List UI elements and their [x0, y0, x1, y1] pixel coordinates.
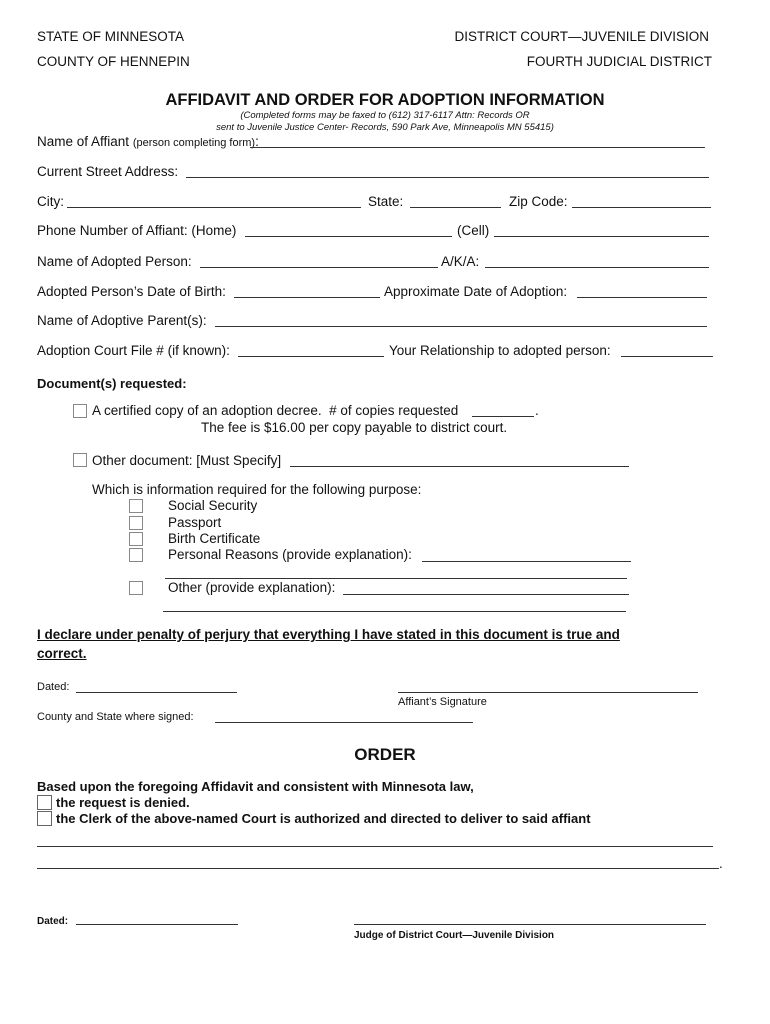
- other-purpose-field[interactable]: [343, 594, 629, 595]
- certified-copy-checkbox[interactable]: [73, 404, 87, 418]
- affiant-note: (person completing form): [132, 137, 256, 149]
- personal-reasons-label: Personal Reasons (provide explanation):: [168, 547, 412, 562]
- personal-reasons-field-line-2[interactable]: [165, 578, 627, 579]
- judge-signature-field[interactable]: [354, 924, 706, 925]
- declaration-line-1: I declare under penalty of perjury that everything I have stated in this document is true and: [37, 627, 620, 642]
- aka-label: A/K/A:: [441, 254, 480, 269]
- certified-period: .: [535, 403, 539, 418]
- order-dated-field[interactable]: [76, 924, 238, 925]
- passport-checkbox[interactable]: [129, 516, 143, 530]
- affiant-signature-field[interactable]: [398, 692, 698, 693]
- order-dated-label: Dated:: [37, 916, 69, 927]
- subtitle-line-2: sent to Juvenile Justice Center- Records, 590 Park Ave, Minneapolis MN 55415): [216, 122, 554, 133]
- subtitle-line-1: (Completed forms may be faxed to (612) 317-6117 Attn: Records OR: [240, 110, 530, 121]
- city-field[interactable]: [67, 207, 361, 208]
- affiant-name-field[interactable]: [250, 147, 705, 148]
- relationship-field[interactable]: [621, 356, 713, 357]
- county-state-signed-label: County and State where signed:: [37, 711, 194, 723]
- copies-count-field[interactable]: [472, 416, 534, 417]
- adoptive-parents-label: Name of Adoptive Parent(s):: [37, 313, 207, 328]
- phone-cell-field[interactable]: [494, 236, 709, 237]
- declaration-line-2: correct.: [37, 646, 87, 661]
- state-field[interactable]: [410, 207, 501, 208]
- order-intro: Based upon the foregoing Affidavit and consistent with Minnesota law,: [37, 779, 474, 794]
- judge-signature-label: Judge of District Court—Juvenile Division: [354, 930, 555, 941]
- dob-field[interactable]: [234, 297, 380, 298]
- clerk-authorized-label: the Clerk of the above-named Court is authorized and directed to deliver to said affiant: [56, 811, 591, 826]
- request-denied-label: the request is denied.: [56, 795, 190, 810]
- county-state-signed-field[interactable]: [215, 722, 473, 723]
- personal-reasons-field[interactable]: [422, 561, 631, 562]
- other-purpose-field-line-2[interactable]: [163, 611, 626, 612]
- court-file-field[interactable]: [238, 356, 384, 357]
- affiant-signature-label: Affiant’s Signature: [398, 696, 487, 708]
- social-security-label: Social Security: [168, 498, 258, 513]
- court-file-label: Adoption Court File # (if known):: [37, 343, 230, 358]
- affiant-name-label: Name of Affiant (person completing form):: [37, 134, 259, 149]
- birth-certificate-checkbox[interactable]: [129, 532, 143, 546]
- county-label: COUNTY OF HENNEPIN: [37, 54, 190, 69]
- documents-heading: Document(s) requested:: [37, 376, 187, 391]
- adoptive-parents-field[interactable]: [215, 326, 707, 327]
- approx-adoption-date-field[interactable]: [577, 297, 707, 298]
- zip-field[interactable]: [572, 207, 711, 208]
- certified-copy-label: A certified copy of an adoption decree. # of copies requested: [92, 403, 459, 418]
- dob-label: Adopted Person’s Date of Birth:: [37, 284, 226, 299]
- other-document-checkbox[interactable]: [73, 453, 87, 467]
- street-address-label: Current Street Address:: [37, 164, 179, 179]
- social-security-checkbox[interactable]: [129, 499, 143, 513]
- approx-adoption-date-label: Approximate Date of Adoption:: [384, 284, 568, 299]
- phone-home-field[interactable]: [245, 236, 452, 237]
- other-purpose-label: Other (provide explanation):: [168, 580, 336, 595]
- adopted-person-label: Name of Adopted Person:: [37, 254, 192, 269]
- passport-label: Passport: [168, 515, 222, 530]
- court-label: DISTRICT COURT—JUVENILE DIVISION: [454, 29, 709, 44]
- city-label: City:: [37, 194, 64, 209]
- district-label: FOURTH JUDICIAL DISTRICT: [526, 54, 712, 69]
- adopted-person-field[interactable]: [200, 267, 438, 268]
- phone-cell-label: (Cell): [457, 223, 490, 238]
- order-heading: ORDER: [354, 745, 416, 764]
- aka-field[interactable]: [485, 267, 709, 268]
- state-field-label: State:: [368, 194, 404, 209]
- fee-note: The fee is $16.00 per copy payable to district court.: [201, 420, 508, 435]
- declaration-dated-field[interactable]: [76, 692, 237, 693]
- phone-home-label: Phone Number of Affiant: (Home): [37, 223, 237, 238]
- birth-certificate-label: Birth Certificate: [168, 531, 261, 546]
- state-label: STATE OF MINNESOTA: [37, 29, 185, 44]
- form-title: AFFIDAVIT AND ORDER FOR ADOPTION INFORMATION: [165, 91, 605, 109]
- personal-reasons-checkbox[interactable]: [129, 548, 143, 562]
- deliver-field-line-1[interactable]: [37, 846, 713, 847]
- relationship-label: Your Relationship to adopted person:: [389, 343, 611, 358]
- other-document-label: Other document: [Must Specify]: [92, 453, 282, 468]
- other-purpose-checkbox[interactable]: [129, 581, 143, 595]
- declaration-dated-label: Dated:: [37, 681, 70, 693]
- request-denied-checkbox[interactable]: [37, 795, 52, 810]
- deliver-field-line-2[interactable]: [37, 868, 719, 869]
- other-document-field[interactable]: [290, 466, 629, 467]
- street-address-field[interactable]: [186, 177, 709, 178]
- order-end-period: .: [719, 856, 723, 871]
- zip-label: Zip Code:: [509, 194, 568, 209]
- clerk-authorized-checkbox[interactable]: [37, 811, 52, 826]
- purpose-intro: Which is information required for the following purpose:: [92, 482, 422, 497]
